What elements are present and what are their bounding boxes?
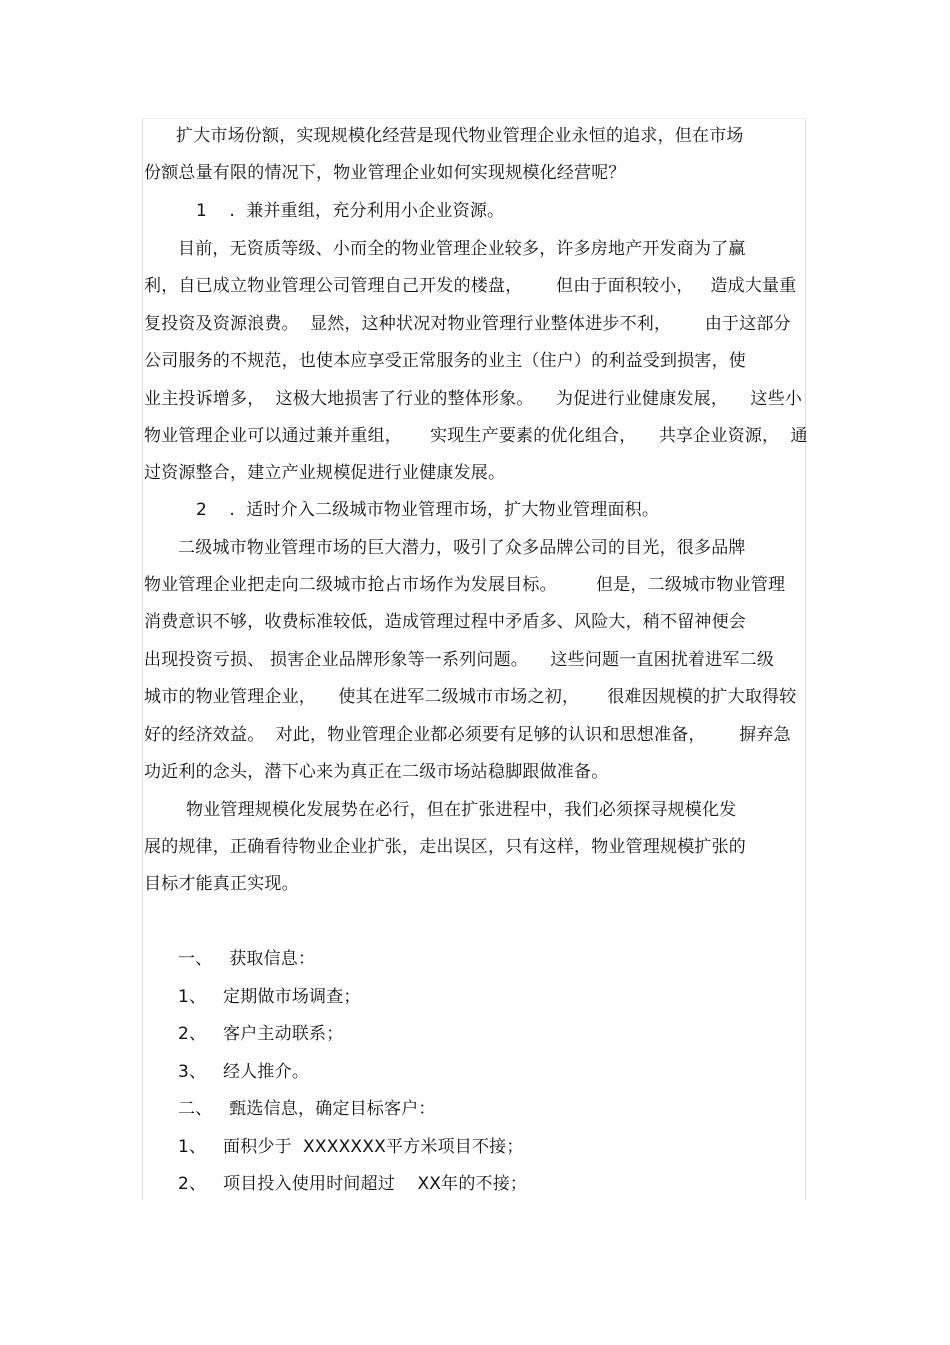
- list-item-1-3: 3、 经人推介。: [178, 1062, 310, 1082]
- section2-line-4: 出现投资亏损、 损害企业品牌形象等一系列问题。 这些问题一直困扰着进军二级: [144, 650, 775, 670]
- intro-line-2: 份额总量有限的情况下，物业管理企业如何实现规模化经营呢？: [144, 163, 626, 183]
- section2-line-5: 城市的物业管理企业， 使其在进军二级城市市场之初， 很难因规模的扩大取得较: [144, 687, 797, 707]
- conclusion-line-1: 物业管理规模化发展势在必行，但在扩张进程中，我们必须探寻规模化发: [186, 800, 737, 820]
- section2-line-2: 物业管理企业把走向二级城市抢占市场作为发展目标。 但是，二级城市物业管理: [144, 575, 786, 595]
- section1-line-1: 目前，无资质等级、小而全的物业管理企业较多，许多房地产开发商为了赢: [178, 239, 746, 259]
- section1-line-5: 业主投诉增多， 这极大地损害了行业的整体形象。 为促进行业健康发展， 这些小: [144, 389, 803, 409]
- list-item-2-1: 1、 面积少于 XXXXXXX平方米项目不接；: [178, 1137, 524, 1157]
- list-item-1-1: 1、 定期做市场调查；: [178, 987, 361, 1007]
- section2-line-1: 二级城市物业管理市场的巨大潜力，吸引了众多品牌公司的目光，很多品牌: [178, 538, 746, 558]
- section1-line-6: 物业管理企业可以通过兼并重组， 实现生产要素的优化组合， 共享企业资源， 通: [144, 426, 808, 446]
- list-section-2: 二、 甄选信息，确定目标客户：: [178, 1099, 436, 1119]
- section1-line-7: 过资源整合，建立产业规模促进行业健康发展。: [144, 463, 506, 483]
- conclusion-line-3: 目标才能真正实现。: [144, 874, 299, 894]
- list-item-1-2: 2、 客户主动联系；: [178, 1024, 344, 1044]
- conclusion-line-2: 展的规律，正确看待物业企业扩张，走出误区，只有这样，物业管理规模扩张的: [144, 837, 746, 857]
- list-section-1: 一、 获取信息：: [178, 949, 316, 969]
- section1-line-2: 利，自已成立物业管理公司管理自己开发的楼盘， 但由于面积较小， 造成大量重: [144, 276, 797, 296]
- section2-line-3: 消费意识不够，收费标准较低，造成管理过程中矛盾多、风险大，稍不留神便会: [144, 612, 746, 632]
- list-item-2-2: 2、 项目投入使用时间超过 XX年的不接；: [178, 1174, 528, 1194]
- intro-line-1: 扩大市场份额，实现规模化经营是现代物业管理企业永恒的追求，但在市场: [176, 126, 744, 146]
- section2-heading: 2 . 适时介入二级城市物业管理市场，扩大物业管理面积。: [196, 500, 660, 520]
- section1-line-4: 公司服务的不规范，也使本应享受正常服务的业主（住户）的利益受到损害，使: [144, 351, 746, 371]
- section2-line-6: 好的经济效益。 对此，物业管理企业都必须要有足够的认识和思想准备， 摒弃急: [144, 725, 791, 745]
- section2-line-7: 功近利的念头，潜下心来为真正在二级市场站稳脚跟做准备。: [144, 762, 609, 782]
- section1-line-3: 复投资及资源浪费。 显然，这种状况对物业管理行业整体进步不利， 由于这部分: [144, 314, 791, 334]
- section1-heading: 1 . 兼并重组，充分利用小企业资源。: [196, 201, 505, 221]
